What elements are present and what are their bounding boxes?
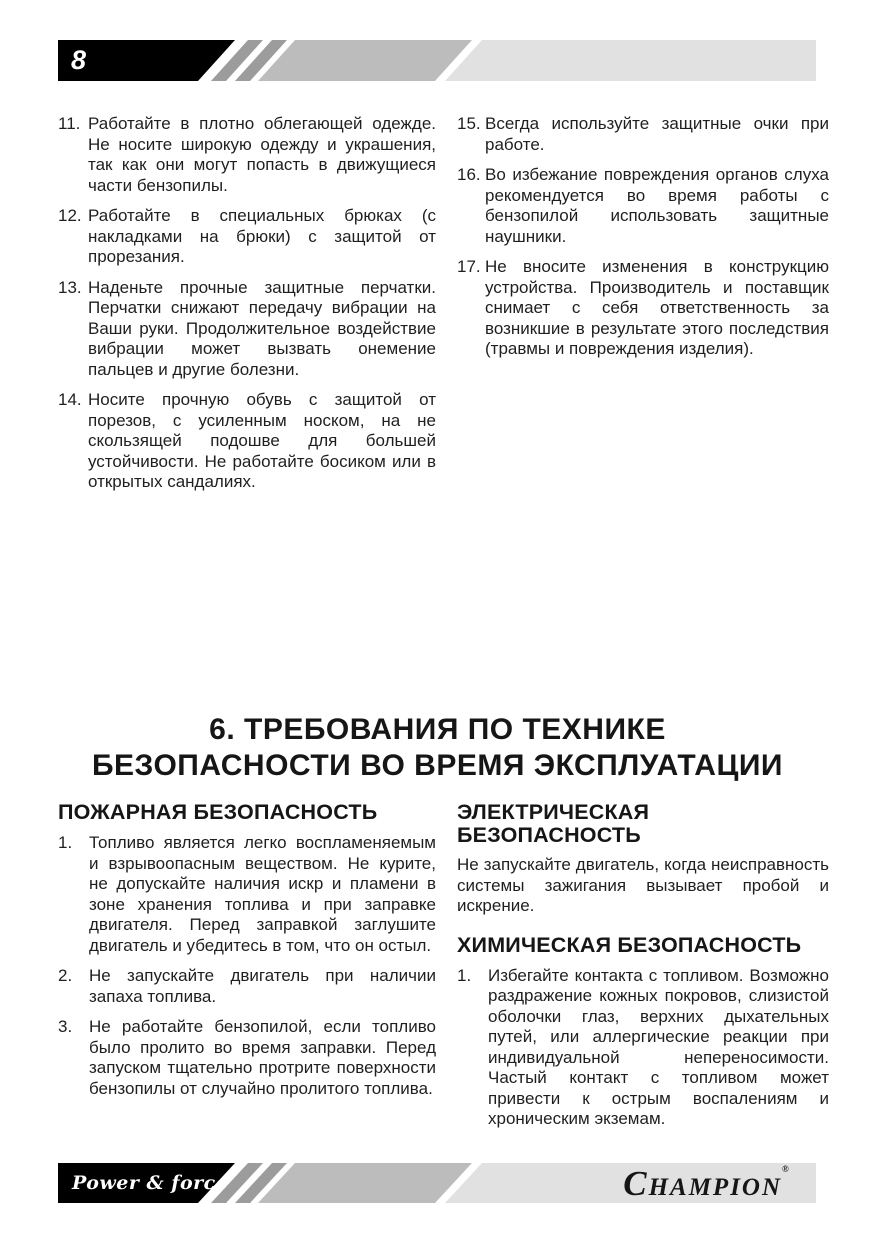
item-number: 12. xyxy=(58,206,82,225)
item-text: Топливо является легко воспламеняемым и взрывоопасным веществом. Не курите, не допускайте наличия искр и пламени в зоне хранения топлива и при заправке двигателя. Перед заправкой заглушите двигатель и убедитесь в том, что он остыл. xyxy=(89,833,436,955)
item-text: Избегайте контакта с топливом. Возможно раздражение кожных покровов, слизистой оболочки глаз, верхних дыхательных путей, или аллергические реакции при индивидуальной непереносимости. Частый контакт с топливом может привести к острым воспалениям и хроническим экземам. xyxy=(488,965,829,1128)
item-text: Всегда используйте защитные очки при работе. xyxy=(485,114,829,154)
fire-item-2 xyxy=(58,966,436,1007)
section-title xyxy=(20,712,855,784)
section-title-line2: БЕЗОПАСНОСТИ ВО ВРЕМЯ ЭКСПЛУАТАЦИИ xyxy=(91,749,783,782)
registered-trademark-icon: ® xyxy=(782,1163,791,1174)
item-number: 14. xyxy=(58,390,82,409)
fire-item-1 xyxy=(58,833,436,956)
electrical-paragraph: Не запускайте двигатель, когда неисправность системы зажигания вызывает пробой и искрение. xyxy=(457,855,829,915)
page-number: 8 xyxy=(71,45,87,75)
section-title-line1: 6. ТРЕБОВАНИЯ ПО ТЕХНИКЕ xyxy=(209,713,666,746)
item-number: 1. xyxy=(58,833,73,852)
safety-list-right-column xyxy=(457,114,829,370)
list-item-14 xyxy=(58,390,436,493)
item-number: 11. xyxy=(58,114,81,133)
item-number: 15. xyxy=(457,114,481,133)
item-number: 2. xyxy=(58,966,73,985)
item-number: 3. xyxy=(58,1017,73,1036)
chemical-safety-heading: ХИМИЧЕСКАЯ БЕЗОПАСНОСТЬ xyxy=(457,932,802,957)
item-number: 17. xyxy=(457,257,481,276)
electrical-safety-heading xyxy=(457,801,829,847)
item-text: Не запускайте двигатель при наличии запаха топлива. xyxy=(89,966,436,1006)
item-number: 16. xyxy=(457,165,481,184)
fire-item-3 xyxy=(58,1017,436,1099)
list-item-11 xyxy=(58,114,436,196)
item-text: Носите прочную обувь с защитой от порезов, с усиленным носком, на не скользящей подошве для большей устойчивости. Не работайте босиком или в открытых сандалиях. xyxy=(88,390,436,491)
item-text: Работайте в специальных брюках (с накладками на брюки) с защитой от прорезания. xyxy=(88,206,436,266)
item-text: Не работайте бензопилой, если топливо было пролито во время заправки. Перед запуском тщательно протрите поверхности бензопилы от случайно пролитого топлива. xyxy=(89,1017,436,1098)
electrical-heading-line2: БЕЗОПАСНОСТЬ xyxy=(457,823,641,847)
item-number: 13. xyxy=(58,277,82,297)
power-force-logo: Power & force xyxy=(72,1172,229,1194)
list-item-15 xyxy=(457,114,829,155)
chemical-item-1 xyxy=(457,966,829,1130)
safety-list-left-column xyxy=(58,114,436,503)
champion-logo xyxy=(598,1163,816,1203)
list-item-12 xyxy=(58,206,436,268)
list-item-17 xyxy=(457,257,829,360)
list-item-13 xyxy=(58,278,436,381)
item-text: Не вносите изменения в конструкцию устройства. Производитель и поставщик снимает с себя ответственность за возникшие в результате этого последствия (травмы и повреждения изделия). xyxy=(485,257,829,358)
footer-band xyxy=(58,1163,816,1203)
header-band xyxy=(58,40,816,81)
list-item-16 xyxy=(457,165,829,247)
item-text: Работайте в плотно облегающей одежде. Не носите широкую одежду и украшения, так как они могут попасть в движущиеся части бензопилы. xyxy=(88,114,436,195)
item-text: Во избежание повреждения органов слуха рекомендуется во время работы с бензопилой использовать защитные наушники. xyxy=(485,165,829,246)
fire-safety-section xyxy=(58,801,436,1109)
electrical-heading-line1: ЭЛЕКТРИЧЕСКАЯ xyxy=(457,800,650,824)
champion-wordmark: CHAMPION® xyxy=(623,1163,791,1203)
item-number: 1. xyxy=(457,965,472,985)
fire-safety-heading: ПОЖАРНАЯ БЕЗОПАСНОСТЬ xyxy=(58,800,378,824)
item-text: Наденьте прочные защитные перчатки. Перчатки снижают передачу вибрации на Ваши руки. Продолжительное воздействие вибрации может вызвать онемение пальцев и другие болезни. xyxy=(88,277,436,379)
electrical-chemical-section xyxy=(457,801,829,1140)
